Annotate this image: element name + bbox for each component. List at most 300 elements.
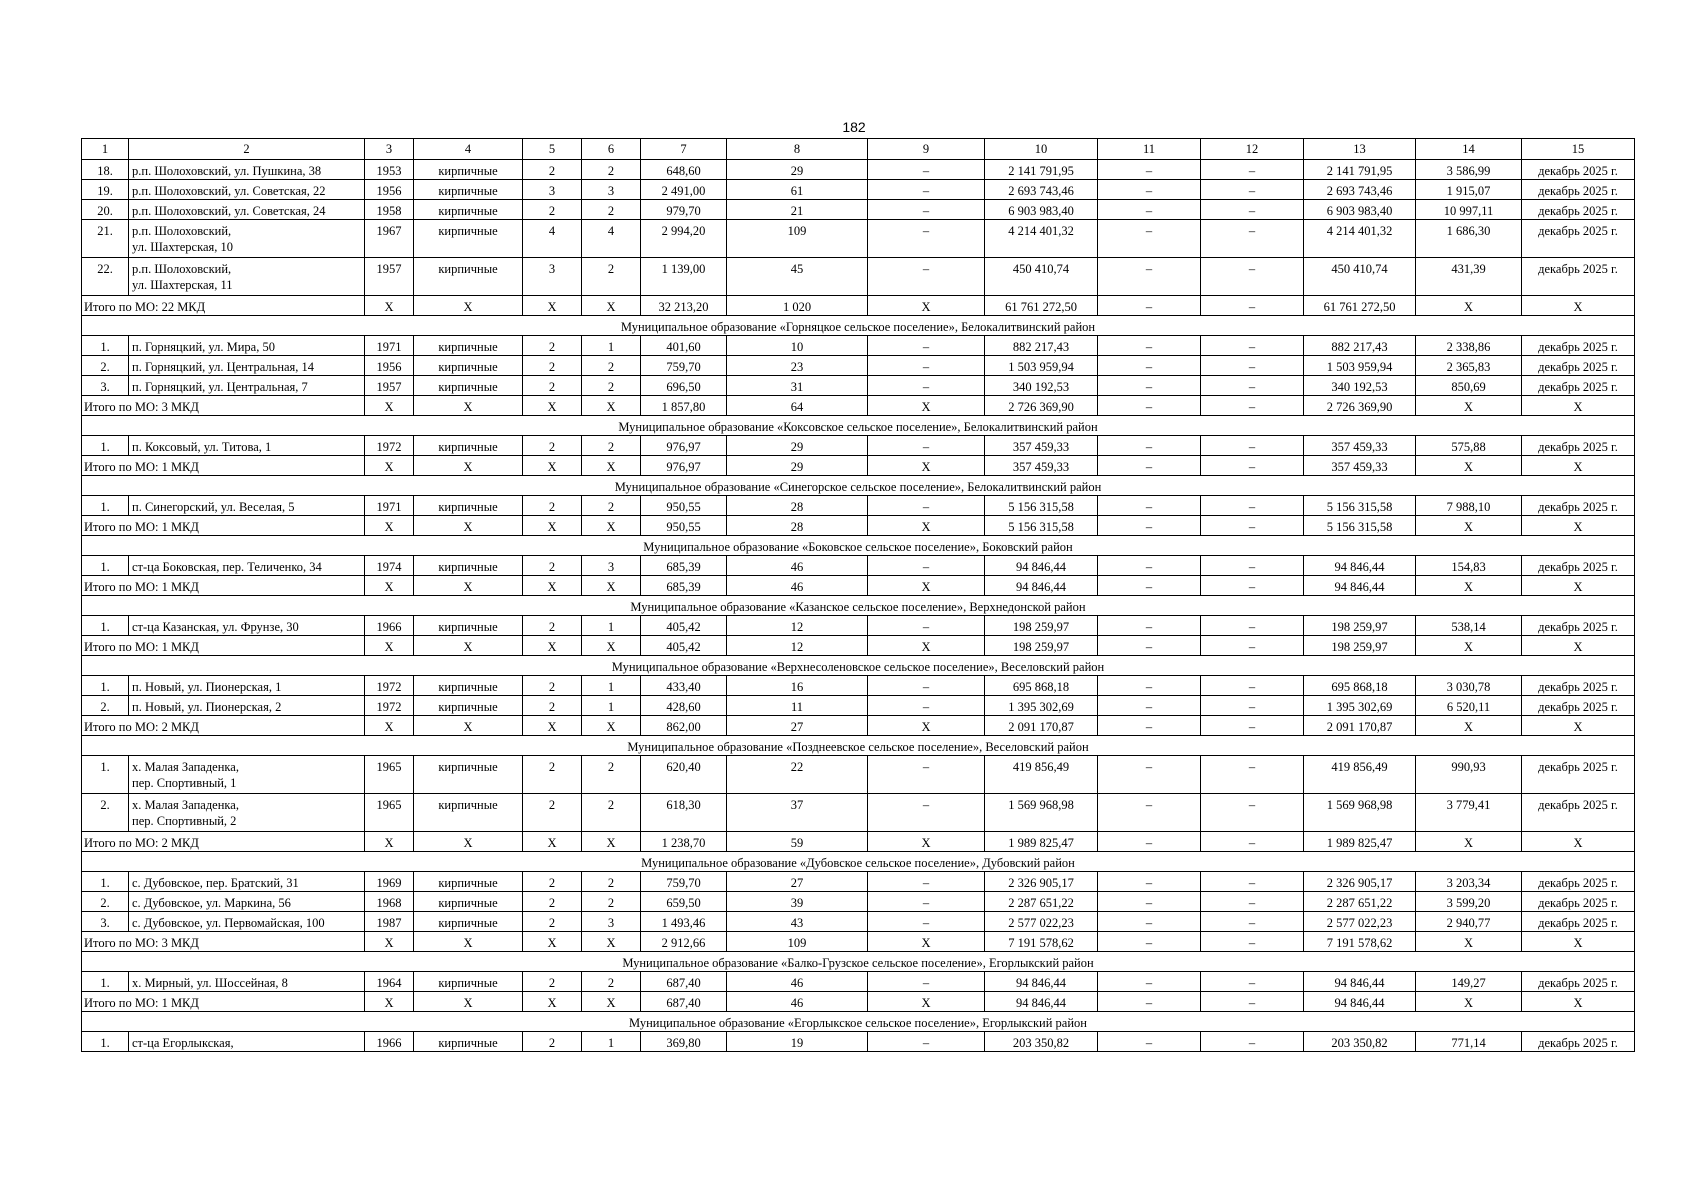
table-cell: X <box>365 932 414 952</box>
table-cell: 695 868,18 <box>985 676 1098 696</box>
table-cell: X <box>1522 396 1635 416</box>
table-cell: 7 988,10 <box>1416 496 1522 516</box>
table-cell: 45 <box>727 258 868 296</box>
table-cell: кирпичные <box>414 794 523 832</box>
table-cell: 94 846,44 <box>1304 972 1416 992</box>
table-cell: 2 287 651,22 <box>1304 892 1416 912</box>
table-cell: 3 <box>523 180 582 200</box>
table-cell: – <box>1201 636 1304 656</box>
table-cell: 1966 <box>365 1032 414 1052</box>
table-cell: декабрь 2025 г. <box>1522 794 1635 832</box>
table-cell: X <box>1522 832 1635 852</box>
table-cell: 3 <box>582 912 641 932</box>
table-row <box>82 336 1635 356</box>
table-cell: 19 <box>727 1032 868 1052</box>
table-cell: 61 761 272,50 <box>985 296 1098 316</box>
table-cell: – <box>1201 376 1304 396</box>
table-cell: 340 192,53 <box>985 376 1098 396</box>
table-cell: X <box>582 932 641 952</box>
table-cell: 3 <box>523 258 582 296</box>
table-cell: – <box>1201 336 1304 356</box>
table-cell: X <box>365 716 414 736</box>
table-cell: 357 459,33 <box>1304 456 1416 476</box>
table-cell: X <box>414 636 523 656</box>
table-cell: 94 846,44 <box>1304 576 1416 596</box>
table-cell: 32 213,20 <box>641 296 727 316</box>
table-cell: – <box>868 696 985 716</box>
table-cell: X <box>414 832 523 852</box>
table-cell: 46 <box>727 972 868 992</box>
table-cell: X <box>868 992 985 1012</box>
table-cell: Итого по МО: 1 МКД <box>82 456 365 476</box>
table-cell: 20. <box>82 200 129 220</box>
table-cell: 5 156 315,58 <box>985 516 1098 536</box>
table-cell: 198 259,97 <box>1304 616 1416 636</box>
table-cell: 882 217,43 <box>985 336 1098 356</box>
table-cell: X <box>582 832 641 852</box>
table-cell: 357 459,33 <box>985 456 1098 476</box>
table-cell: 12 <box>1201 139 1304 160</box>
table-cell: – <box>1098 180 1201 200</box>
table-cell: – <box>1098 516 1201 536</box>
table-cell: X <box>365 636 414 656</box>
table-cell: 1 503 959,94 <box>1304 356 1416 376</box>
table-cell: 18. <box>82 160 129 180</box>
table-cell: X <box>582 992 641 1012</box>
table-cell: 16 <box>727 676 868 696</box>
table-cell: декабрь 2025 г. <box>1522 892 1635 912</box>
table-cell: 1987 <box>365 912 414 932</box>
section-header-row <box>82 736 1635 756</box>
table-cell: – <box>1201 716 1304 736</box>
table-cell: 1957 <box>365 258 414 296</box>
table-cell: 659,50 <box>641 892 727 912</box>
total-row <box>82 636 1635 656</box>
table-cell: X <box>1522 516 1635 536</box>
table-cell: 21 <box>727 200 868 220</box>
table-cell: 1 238,70 <box>641 832 727 852</box>
table-cell: 2 <box>523 872 582 892</box>
total-row <box>82 716 1635 736</box>
column-header-row <box>82 139 1635 160</box>
table-cell: 2 <box>523 912 582 932</box>
table-cell: – <box>1098 258 1201 296</box>
table-cell: – <box>1201 356 1304 376</box>
table-row <box>82 200 1635 220</box>
table-cell: – <box>1098 932 1201 952</box>
table-cell: 620,40 <box>641 756 727 794</box>
table-cell: 1 <box>582 696 641 716</box>
table-cell: – <box>1098 396 1201 416</box>
table-cell: – <box>1098 696 1201 716</box>
table-row <box>82 972 1635 992</box>
table-cell: 2 365,83 <box>1416 356 1522 376</box>
table-cell: 1964 <box>365 972 414 992</box>
table-cell: X <box>414 296 523 316</box>
table-cell: ст-ца Егорлыкская, <box>129 1032 365 1052</box>
table-cell: 154,83 <box>1416 556 1522 576</box>
total-row <box>82 932 1635 952</box>
table-cell: X <box>523 456 582 476</box>
table-cell: 109 <box>727 220 868 258</box>
table-cell: 14 <box>1416 139 1522 160</box>
table-cell: 882 217,43 <box>1304 336 1416 356</box>
table-row <box>82 616 1635 636</box>
table-cell: 687,40 <box>641 972 727 992</box>
table-cell: 1953 <box>365 160 414 180</box>
table-cell: X <box>523 636 582 656</box>
table-cell: – <box>1098 1032 1201 1052</box>
table-cell: 1. <box>82 556 129 576</box>
table-cell: Итого по МО: 2 МКД <box>82 832 365 852</box>
table-cell: 13 <box>1304 139 1416 160</box>
table-cell: 1. <box>82 436 129 456</box>
table-cell: р.п. Шолоховский, ул. Шахтерская, 10 <box>129 220 365 258</box>
table-cell: 695 868,18 <box>1304 676 1416 696</box>
table-cell: 2. <box>82 794 129 832</box>
table-cell: с. Дубовское, ул. Маркина, 56 <box>129 892 365 912</box>
table-cell: 2 <box>523 356 582 376</box>
table-cell: Итого по МО: 3 МКД <box>82 932 365 952</box>
table-cell: – <box>1201 676 1304 696</box>
table-cell: декабрь 2025 г. <box>1522 356 1635 376</box>
table-cell: Итого по МО: 1 МКД <box>82 636 365 656</box>
table-cell: 2 <box>582 872 641 892</box>
table-cell: 2 940,77 <box>1416 912 1522 932</box>
table-cell: 687,40 <box>641 992 727 1012</box>
table-cell: Муниципальное образование «Казанское сельское поселение», Верхнедонской район <box>82 596 1635 616</box>
table-cell: декабрь 2025 г. <box>1522 258 1635 296</box>
table-cell: 2 <box>129 139 365 160</box>
table-cell: 2 <box>523 160 582 180</box>
table-cell: – <box>1201 516 1304 536</box>
table-cell: 2. <box>82 696 129 716</box>
table-cell: Муниципальное образование «Егорлыкское сельское поселение», Егорлыкский район <box>82 1012 1635 1032</box>
table-cell: 4 214 401,32 <box>985 220 1098 258</box>
table-cell: – <box>1201 220 1304 258</box>
table-cell: 2 <box>582 496 641 516</box>
table-cell: 2 <box>582 892 641 912</box>
table-cell: 198 259,97 <box>1304 636 1416 656</box>
table-cell: 575,88 <box>1416 436 1522 456</box>
table-cell: 64 <box>727 396 868 416</box>
table-cell: – <box>1201 872 1304 892</box>
table-cell: – <box>1098 616 1201 636</box>
table-cell: 2 091 170,87 <box>985 716 1098 736</box>
table-cell: 1972 <box>365 696 414 716</box>
table-cell: X <box>868 296 985 316</box>
table-cell: – <box>1201 258 1304 296</box>
table-cell: – <box>868 180 985 200</box>
table-cell: 28 <box>727 496 868 516</box>
table-cell: 149,27 <box>1416 972 1522 992</box>
table-cell: 419 856,49 <box>985 756 1098 794</box>
table-cell: X <box>868 832 985 852</box>
table-cell: 12 <box>727 636 868 656</box>
table-cell: 46 <box>727 576 868 596</box>
table-cell: 15 <box>1522 139 1635 160</box>
table-cell: декабрь 2025 г. <box>1522 160 1635 180</box>
table-cell: 61 <box>727 180 868 200</box>
table-cell: – <box>868 336 985 356</box>
table-cell: – <box>1201 696 1304 716</box>
table-cell: 1. <box>82 676 129 696</box>
table-cell: п. Синегорский, ул. Веселая, 5 <box>129 496 365 516</box>
table-cell: X <box>523 296 582 316</box>
table-cell: 10 <box>727 336 868 356</box>
table-cell: декабрь 2025 г. <box>1522 376 1635 396</box>
table-cell: – <box>868 912 985 932</box>
table-row <box>82 1032 1635 1052</box>
table-cell: – <box>868 794 985 832</box>
table-cell: – <box>868 676 985 696</box>
table-cell: 2 491,00 <box>641 180 727 200</box>
table-cell: 94 846,44 <box>985 556 1098 576</box>
table-row <box>82 912 1635 932</box>
table-cell: 1972 <box>365 436 414 456</box>
table-cell: – <box>1098 336 1201 356</box>
table-cell: 2 726 369,90 <box>985 396 1098 416</box>
table-cell: 2 <box>523 616 582 636</box>
table-cell: X <box>1416 456 1522 476</box>
table-cell: Итого по МО: 22 МКД <box>82 296 365 316</box>
table-cell: 28 <box>727 516 868 536</box>
table-cell: декабрь 2025 г. <box>1522 220 1635 258</box>
table-cell: 94 846,44 <box>985 576 1098 596</box>
table-cell: – <box>1098 832 1201 852</box>
table-cell: кирпичные <box>414 696 523 716</box>
table-cell: X <box>1416 716 1522 736</box>
table-cell: X <box>868 716 985 736</box>
table-cell: р.п. Шолоховский, ул. Советская, 24 <box>129 200 365 220</box>
table-cell: X <box>1416 516 1522 536</box>
table-cell: декабрь 2025 г. <box>1522 200 1635 220</box>
table-cell: – <box>868 220 985 258</box>
table-cell: 1 020 <box>727 296 868 316</box>
table-cell: – <box>1098 992 1201 1012</box>
table-cell: 618,30 <box>641 794 727 832</box>
table-cell: – <box>1098 716 1201 736</box>
table-cell: – <box>1201 932 1304 952</box>
table-cell: X <box>582 516 641 536</box>
table-cell: – <box>1201 436 1304 456</box>
table-cell: X <box>582 576 641 596</box>
table-cell: – <box>1201 972 1304 992</box>
table-cell: X <box>365 296 414 316</box>
table-cell: 685,39 <box>641 576 727 596</box>
table-cell: декабрь 2025 г. <box>1522 180 1635 200</box>
table-cell: 94 846,44 <box>1304 556 1416 576</box>
table-cell: декабрь 2025 г. <box>1522 872 1635 892</box>
table-cell: 31 <box>727 376 868 396</box>
table-cell: кирпичные <box>414 436 523 456</box>
table-cell: 109 <box>727 932 868 952</box>
table-cell: кирпичные <box>414 676 523 696</box>
table-cell: кирпичные <box>414 1032 523 1052</box>
table-cell: – <box>1098 676 1201 696</box>
table-cell: 8 <box>727 139 868 160</box>
table-cell: кирпичные <box>414 220 523 258</box>
table-cell: – <box>1201 456 1304 476</box>
table-cell: – <box>1098 756 1201 794</box>
table-cell: Итого по МО: 2 МКД <box>82 716 365 736</box>
table-cell: X <box>1416 296 1522 316</box>
table-cell: 1 686,30 <box>1416 220 1522 258</box>
table-cell: – <box>1201 832 1304 852</box>
table-cell: 2 994,20 <box>641 220 727 258</box>
total-row <box>82 396 1635 416</box>
table-cell: X <box>523 832 582 852</box>
table-cell: X <box>1522 576 1635 596</box>
table-cell: Муниципальное образование «Верхнесоленовское сельское поселение», Веселовский район <box>82 656 1635 676</box>
table-cell: 357 459,33 <box>985 436 1098 456</box>
table-cell: 2 <box>582 972 641 992</box>
table-cell: кирпичные <box>414 912 523 932</box>
table-cell: X <box>414 456 523 476</box>
table-cell: X <box>1416 832 1522 852</box>
table-cell: 2 <box>523 972 582 992</box>
table-row <box>82 258 1635 296</box>
table-cell: 990,93 <box>1416 756 1522 794</box>
table-cell: – <box>1201 1032 1304 1052</box>
table-cell: ст-ца Боковская, пер. Теличенко, 34 <box>129 556 365 576</box>
table-cell: X <box>868 516 985 536</box>
table-cell: 450 410,74 <box>1304 258 1416 296</box>
table-cell: – <box>868 436 985 456</box>
table-cell: 1968 <box>365 892 414 912</box>
table-row <box>82 872 1635 892</box>
table-cell: 2 338,86 <box>1416 336 1522 356</box>
table-cell: 759,70 <box>641 872 727 892</box>
table-cell: 3 203,34 <box>1416 872 1522 892</box>
table-cell: X <box>365 396 414 416</box>
table-cell: декабрь 2025 г. <box>1522 616 1635 636</box>
table-cell: 2 287 651,22 <box>985 892 1098 912</box>
table-cell: 1. <box>82 336 129 356</box>
section-header-row <box>82 476 1635 496</box>
table-cell: X <box>868 932 985 952</box>
table-cell: декабрь 2025 г. <box>1522 496 1635 516</box>
table-cell: – <box>1098 576 1201 596</box>
table-cell: – <box>868 556 985 576</box>
table-row <box>82 756 1635 794</box>
table-cell: 419 856,49 <box>1304 756 1416 794</box>
table-cell: 2 326 905,17 <box>985 872 1098 892</box>
table-cell: 2 <box>523 794 582 832</box>
total-row <box>82 576 1635 596</box>
table-cell: 7 <box>641 139 727 160</box>
table-cell: X <box>414 576 523 596</box>
table-cell: р.п. Шолоховский, ул. Советская, 22 <box>129 180 365 200</box>
table-cell: кирпичные <box>414 972 523 992</box>
table-cell: 2 <box>523 200 582 220</box>
table-cell: 1. <box>82 972 129 992</box>
table-cell: 5 <box>523 139 582 160</box>
table-cell: Итого по МО: 1 МКД <box>82 992 365 1012</box>
table-cell: декабрь 2025 г. <box>1522 912 1635 932</box>
table-cell: Муниципальное образование «Позднеевское сельское поселение», Веселовский район <box>82 736 1635 756</box>
table-cell: 862,00 <box>641 716 727 736</box>
table-cell: X <box>523 992 582 1012</box>
table-cell: 29 <box>727 160 868 180</box>
table-cell: 1956 <box>365 356 414 376</box>
table-cell: кирпичные <box>414 496 523 516</box>
table-cell: X <box>582 716 641 736</box>
table-cell: х. Мирный, ул. Шоссейная, 8 <box>129 972 365 992</box>
table-cell: X <box>523 516 582 536</box>
table-cell: X <box>365 456 414 476</box>
table-cell: 3 <box>582 556 641 576</box>
table-cell: 203 350,82 <box>985 1032 1098 1052</box>
table-cell: с. Дубовское, пер. Братский, 31 <box>129 872 365 892</box>
table-cell: – <box>1098 356 1201 376</box>
table-cell: 2. <box>82 892 129 912</box>
table-cell: – <box>1201 296 1304 316</box>
section-header-row <box>82 656 1635 676</box>
table-cell: 27 <box>727 872 868 892</box>
table-cell: кирпичные <box>414 258 523 296</box>
table-cell: – <box>1201 992 1304 1012</box>
table-cell: 2 <box>523 496 582 516</box>
table-cell: – <box>868 200 985 220</box>
table-cell: 94 846,44 <box>985 992 1098 1012</box>
table-cell: 4 <box>582 220 641 258</box>
table-cell: – <box>1201 892 1304 912</box>
table-cell: 2 141 791,95 <box>985 160 1098 180</box>
table-cell: X <box>1522 932 1635 952</box>
table-cell: 10 <box>985 139 1098 160</box>
total-row <box>82 456 1635 476</box>
table-cell: 10 997,11 <box>1416 200 1522 220</box>
table-cell: – <box>1201 556 1304 576</box>
table-cell: X <box>1522 992 1635 1012</box>
table-cell: – <box>868 376 985 396</box>
table-cell: 976,97 <box>641 436 727 456</box>
housing-table <box>81 138 1635 1052</box>
table-cell: п. Горняцкий, ул. Мира, 50 <box>129 336 365 356</box>
table-cell: Итого по МО: 1 МКД <box>82 576 365 596</box>
table-cell: 1969 <box>365 872 414 892</box>
table-cell: кирпичные <box>414 376 523 396</box>
table-cell: р.п. Шолоховский, ул. Шахтерская, 11 <box>129 258 365 296</box>
table-cell: 1. <box>82 496 129 516</box>
table-cell: – <box>1098 794 1201 832</box>
table-cell: 1 857,80 <box>641 396 727 416</box>
table-cell: 7 191 578,62 <box>1304 932 1416 952</box>
table-cell: декабрь 2025 г. <box>1522 336 1635 356</box>
section-header-row <box>82 596 1635 616</box>
table-cell: декабрь 2025 г. <box>1522 436 1635 456</box>
table-cell: 2 577 022,23 <box>985 912 1098 932</box>
table-cell: кирпичные <box>414 356 523 376</box>
table-cell: 1. <box>82 872 129 892</box>
table-cell: – <box>868 872 985 892</box>
table-cell: 2 <box>523 336 582 356</box>
table-cell: кирпичные <box>414 892 523 912</box>
table-cell: с. Дубовское, ул. Первомайская, 100 <box>129 912 365 932</box>
table-cell: Итого по МО: 3 МКД <box>82 396 365 416</box>
section-header-row <box>82 416 1635 436</box>
table-cell: 850,69 <box>1416 376 1522 396</box>
table-cell: 450 410,74 <box>985 258 1098 296</box>
table-row <box>82 436 1635 456</box>
section-header-row <box>82 316 1635 336</box>
table-cell: 4 <box>414 139 523 160</box>
table-cell: 29 <box>727 456 868 476</box>
table-cell: – <box>1098 376 1201 396</box>
table-cell: 43 <box>727 912 868 932</box>
table-cell: 979,70 <box>641 200 727 220</box>
